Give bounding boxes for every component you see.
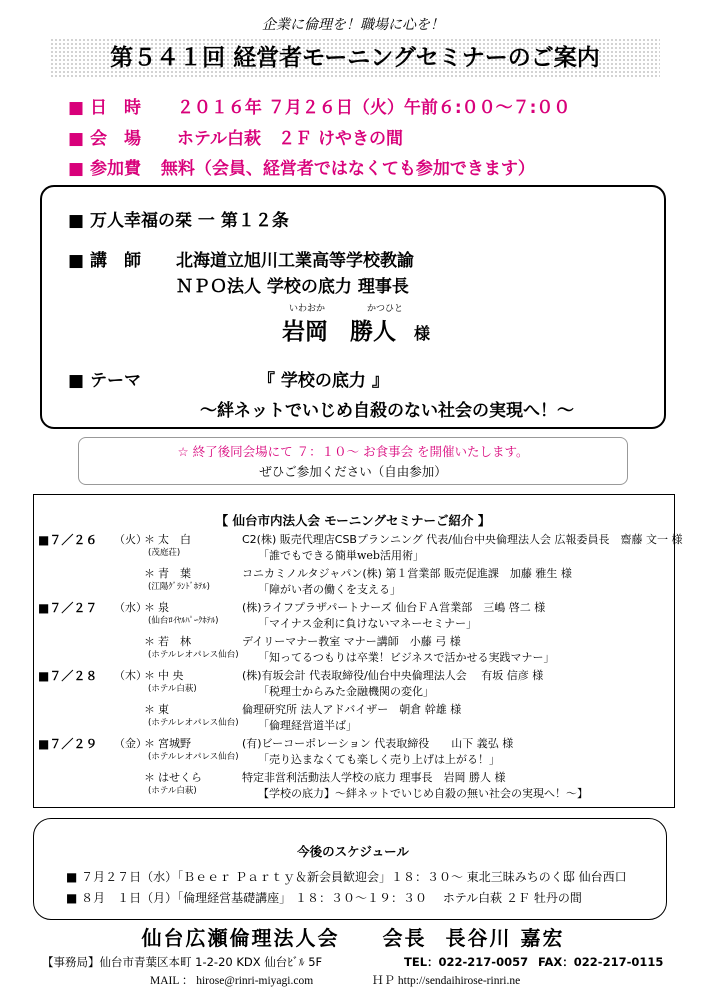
- tel: TEL：022-217-0057: [404, 955, 529, 969]
- entry-talk: 「売り込まなくても楽しく売り上げは上がる！」: [258, 753, 500, 766]
- entry-talk: 「誰でもできる簡単web活用術」: [258, 549, 424, 562]
- speaker-name: [282, 313, 430, 346]
- entry-speaker: 特定非営利活動法人学校の底力 理事長 岩岡 勝人 様: [242, 771, 506, 784]
- theme: 『 学校の底力 』: [258, 371, 389, 391]
- info-row-venue: [68, 124, 403, 149]
- entry-branch: 若 林: [158, 635, 191, 648]
- entry-speaker: デイリーマナー教室 マナー講師 小藤 弓 様: [242, 635, 461, 648]
- entry-mark: ＊: [144, 703, 155, 716]
- entry-date: ■７／２９: [38, 737, 98, 751]
- chair-name: 長谷川 嘉宏: [445, 926, 565, 950]
- entry-branch: 東: [158, 703, 169, 716]
- entry-mark: ＊: [144, 635, 155, 648]
- page-title: 第５４１回 経営者モーニングセミナーのご案内: [50, 38, 660, 78]
- speaker-given-name: 勝人: [350, 319, 397, 345]
- dinner-line-1: ☆ 終了後同会場にて ７：１０～ お食事会 を開催いたします。: [177, 444, 529, 459]
- ruby-family: いわおか: [289, 304, 326, 314]
- intro-title: 【 仙台市内法人会 モーニングセミナーご紹介 】: [215, 513, 491, 528]
- entry-venue: (ホテル白萩): [148, 786, 197, 796]
- entry-speaker: (株)ライフプラザパートナーズ 仙台ＦＡ営業部 三嶋 啓二 様: [242, 601, 546, 614]
- organization: [0, 922, 706, 951]
- entry-venue: (ホテル白萩): [148, 684, 197, 694]
- info-value: ホテル白萩 ２Ｆ けやきの間: [176, 129, 403, 149]
- entry-weekday: （水）: [114, 601, 147, 614]
- entry-talk: 「知ってるつもりは卒業！ビジネスで活かせる実践マナー」: [258, 651, 555, 664]
- entry-venue: (仙台ﾛｲﾔﾙﾊﾟｰｸﾎﾃﾙ): [148, 616, 219, 626]
- info-row-fee: [68, 154, 535, 179]
- mail: MAIL ： hirose@rinri-miyagi.com: [150, 975, 314, 987]
- entry-venue: (茂庭荘): [148, 548, 181, 558]
- entry-venue: (ホテルレオパレス仙台): [148, 718, 239, 728]
- office-address: 【事務局】仙台市青葉区本町 1-2-20 KDX 仙台ﾋﾞﾙ 5F: [42, 955, 323, 969]
- entry-branch: 中 央: [158, 669, 184, 682]
- schedule-item: ■ ８月 １日（月）「倫理経営基礎講座」 １８：３０～１９：３０ ホテル白萩 ２Ｆ 牡丹の間: [66, 891, 582, 905]
- entry-mark: ＊: [144, 533, 155, 546]
- entry-talk: 「マイナス金利に負けないマネーセミナー」: [258, 617, 478, 630]
- entry-mark: ＊: [144, 601, 155, 614]
- speaker-family-name: 岩岡: [282, 319, 328, 345]
- entry-speaker: (有)ビーコーポレーション 代表取締役 山下 義弘 様: [242, 737, 514, 750]
- chair-label: 会長: [382, 926, 427, 950]
- info-row-datetime: [68, 93, 570, 118]
- speaker-title-1: 北海道立旭川工業高等学校教諭: [176, 251, 414, 271]
- fax: FAX：022-217-0115: [538, 955, 664, 969]
- entry-branch: 青 葉: [158, 567, 191, 580]
- entry-mark: ＊: [144, 737, 155, 750]
- slogan: 企業に倫理を！職場に心を！: [262, 17, 444, 33]
- entry-venue: (ホテルレオパレス仙台): [148, 650, 239, 660]
- info-label: ■ 会 場: [68, 129, 141, 149]
- entry-talk: 「障がい者の働くを支える」: [258, 583, 401, 596]
- entry-speaker: (株)有坂会計 代表取締役/仙台中央倫理法人会 有坂 信彦 様: [242, 669, 544, 682]
- info-value: ２０１６年 ７月２６日（火）午前６:００～７:００: [176, 98, 571, 118]
- entry-weekday: （木）: [114, 669, 147, 682]
- entry-date: ■７／２６: [38, 533, 98, 547]
- entry-venue: (江陽ｸﾞﾗﾝﾄﾞﾎﾃﾙ): [148, 582, 210, 592]
- speaker-title-2: ＮＰＯ法人 学校の底力 理事長: [176, 277, 409, 297]
- entry-mark: ＊: [144, 669, 155, 682]
- entry-branch: 太 白: [158, 533, 191, 546]
- entry-speaker: コニカミノルタジャパン(株) 第１営業部 販売促進課 加藤 雅生 様: [242, 567, 572, 580]
- schedule-item: ■ ７月２７日（水）「Ｂｅｅｒ Ｐａｒｔｙ＆新会員歓迎会」１８：３０～ 東北三昧みちのく邸 仙台西口: [66, 870, 627, 884]
- info-label: ■ 参加費: [68, 159, 141, 179]
- info-label: ■ 日 時: [68, 98, 141, 118]
- entry-weekday: （金）: [114, 737, 147, 750]
- dinner-line-2: ぜひご参加ください（自由参加）: [259, 464, 447, 479]
- organization-name: 仙台広瀬倫理法人会: [141, 926, 340, 950]
- entry-talk: 「税理士からみた金融機関の変化」: [258, 685, 434, 698]
- entry-weekday: （火）: [114, 533, 147, 546]
- entry-branch: はせくら: [158, 771, 202, 784]
- info-value: 無料（会員、経営者ではなくても参加できます）: [160, 159, 535, 179]
- subtheme: ～絆ネットでいじめ自殺のない社会の実現へ！～: [200, 401, 574, 421]
- homepage: ＨＰ http://sendaihirose-rinri.ne: [372, 975, 521, 987]
- dinner-notice: [78, 437, 628, 485]
- entry-talk: 「倫理経営道半ば」: [258, 719, 357, 732]
- entry-speaker: C2(株) 販売代理店CSBプランニング 代表/仙台中央倫理法人会 広報委員長 齋藤 文一 様: [242, 533, 683, 546]
- entry-branch: 泉: [158, 601, 169, 614]
- ruby-given: かつひと: [367, 304, 404, 314]
- topic: ■ 万人幸福の栞 一 第１２条: [68, 211, 289, 231]
- entry-speaker: 倫理研究所 法人アドバイザー 朝倉 幹雄 様: [242, 703, 462, 716]
- entry-mark: ＊: [144, 567, 155, 580]
- theme-label: ■ テーマ: [68, 371, 141, 391]
- entry-mark: ＊: [144, 771, 155, 784]
- honorific: 様: [414, 324, 431, 343]
- schedule-title: 今後のスケジュール: [297, 844, 409, 859]
- entry-date: ■７／２７: [38, 601, 98, 615]
- entry-talk: 【学校の底力】～絆ネットでいじめ自殺の無い社会の実現へ！～】: [258, 787, 588, 800]
- entry-branch: 宮城野: [158, 737, 191, 750]
- speaker-label: ■ 講 師: [68, 251, 141, 271]
- entry-venue: (ホテルレオパレス仙台): [148, 752, 239, 762]
- entry-date: ■７／２８: [38, 669, 98, 683]
